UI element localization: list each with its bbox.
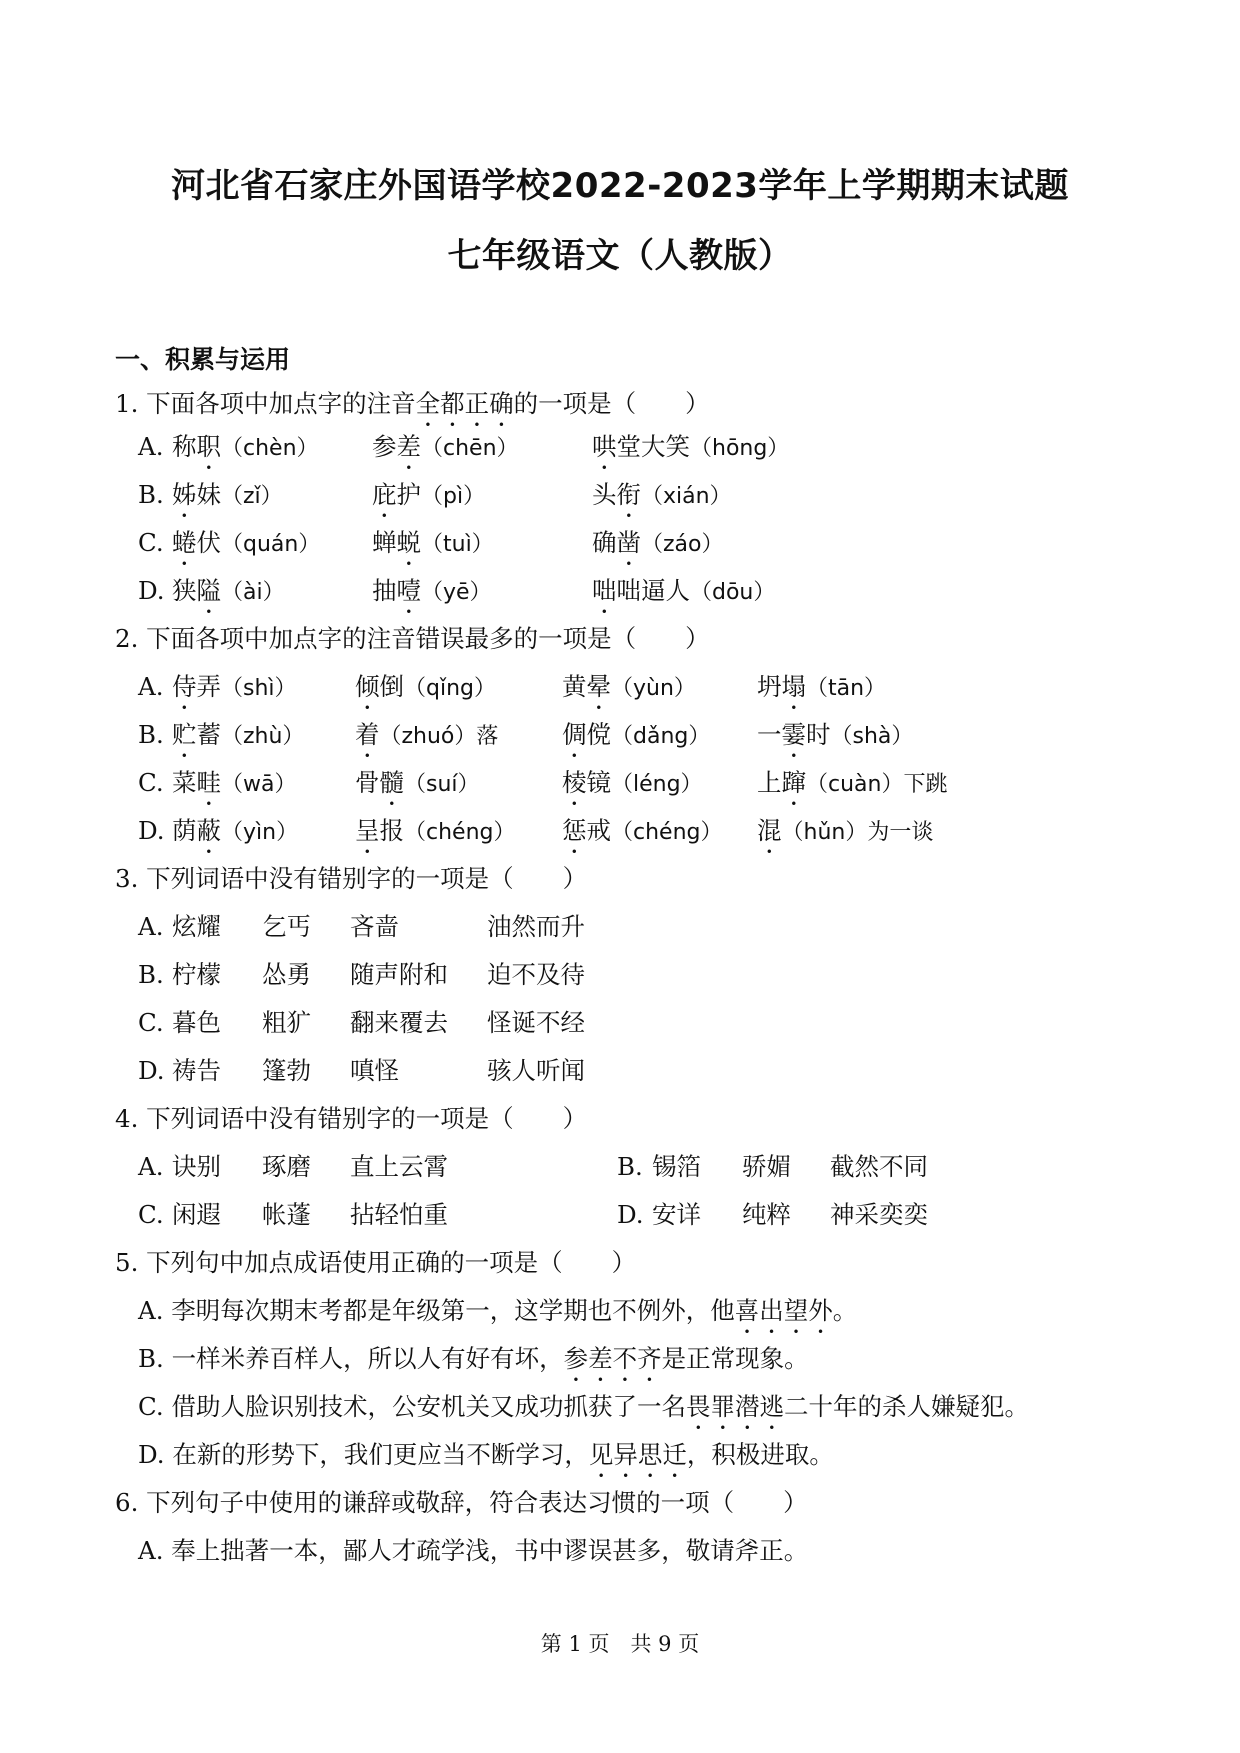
question-3-option-a: A. 炫耀 乞丐 吝啬 油然而升: [138, 912, 585, 941]
question-4-stem: 4. 下列词语中没有错别字的一项是（ ）: [115, 1104, 588, 1133]
question-3-option-b: B. 柠檬 怂勇 随声附和 迫不及待: [138, 960, 585, 989]
question-1-option-c: C. 蜷伏（quán） 蝉蜕（tuì） 确凿（záo）: [138, 528, 724, 557]
question-1-option-d: D. 狭隘（ài） 抽噎（yē） 咄咄逼人（dōu）: [138, 576, 776, 605]
section-heading: 一、积累与运用: [115, 345, 291, 374]
question-4-row-1: A. 诀别 琢磨 直上云霄 B. 锡箔 骄媚 截然不同: [138, 1152, 928, 1181]
question-6-stem: 6. 下列句子中使用的谦辞或敬辞，符合表达习惯的一项（ ）: [115, 1488, 808, 1517]
question-3-stem: 3. 下列词语中没有错别字的一项是（ ）: [115, 864, 588, 893]
question-2-stem: 2. 下面各项中加点字的注音错误最多的一项是（ ）: [115, 624, 710, 653]
question-5-option-d: D. 在新的形势下，我们更应当不断学习，见异思迁，积极进取。: [138, 1440, 834, 1469]
question-5-option-c: C. 借助人脸识别技术，公安机关又成功抓获了一名畏罪潜逃二十年的杀人嫌疑犯。: [138, 1392, 1029, 1421]
exam-subtitle: 七年级语文（人教版）: [447, 236, 793, 276]
question-2-option-b: B. 贮蓄（zhù） 着（zhuó）落 倜傥（dǎng） 一霎时（shà）: [138, 720, 914, 749]
question-2-option-d: D. 荫蔽（yìn） 呈报（chéng） 惩戒（chéng） 混（hǔn）为一谈: [138, 816, 934, 845]
exam-title: 河北省石家庄外国语学校2022-2023学年上学期期末试题: [171, 166, 1069, 206]
question-2-option-a: A. 侍弄（shì） 倾倒（qǐng） 黄晕（yùn） 坍塌（tān）: [138, 672, 887, 701]
question-4-option-d: D.: [617, 1200, 644, 1229]
question-4-option-b: B.: [617, 1152, 643, 1181]
question-3-option-d: D. 祷告 篷勃 嗔怪 骇人听闻: [138, 1056, 585, 1085]
question-4-row-2: C. 闲遐 帐蓬 拈轻怕重 D. 安详 纯粹 神采奕奕: [138, 1200, 928, 1229]
question-2-option-c: C. 菜畦（wā） 骨髓（suí） 棱镜（léng） 上蹿（cuàn）下跳: [138, 768, 948, 797]
question-1-option-b: B. 姊妹（zǐ） 庇护（pì） 头衔（xián）: [138, 480, 732, 509]
question-1-option-a: A. 称职（chèn） 参差（chēn） 哄堂大笑（hōng）: [138, 432, 790, 461]
question-3-option-c: C. 暮色 粗犷 翻来覆去 怪诞不经: [138, 1008, 585, 1037]
question-4-option-a: A.: [138, 1152, 164, 1181]
question-1-stem: 1. 下面各项中加点字的注音全都正确的一项是（ ）: [115, 389, 710, 418]
question-6-option-a: A. 奉上拙著一本，鄙人才疏学浅，书中谬误甚多，敬请斧正。: [138, 1536, 809, 1565]
question-5-option-a: A. 李明每次期末考都是年级第一，这学期也不例外，他喜出望外。: [138, 1296, 858, 1325]
question-4-option-c: C.: [138, 1200, 164, 1229]
question-5-stem: 5. 下列句中加点成语使用正确的一项是（ ）: [115, 1248, 637, 1277]
question-5-option-b: B. 一样米养百样人，所以人有好有坏，参差不齐是正常现象。: [138, 1344, 809, 1373]
page-footer: 第 1 页 共 9 页: [540, 1632, 700, 1656]
